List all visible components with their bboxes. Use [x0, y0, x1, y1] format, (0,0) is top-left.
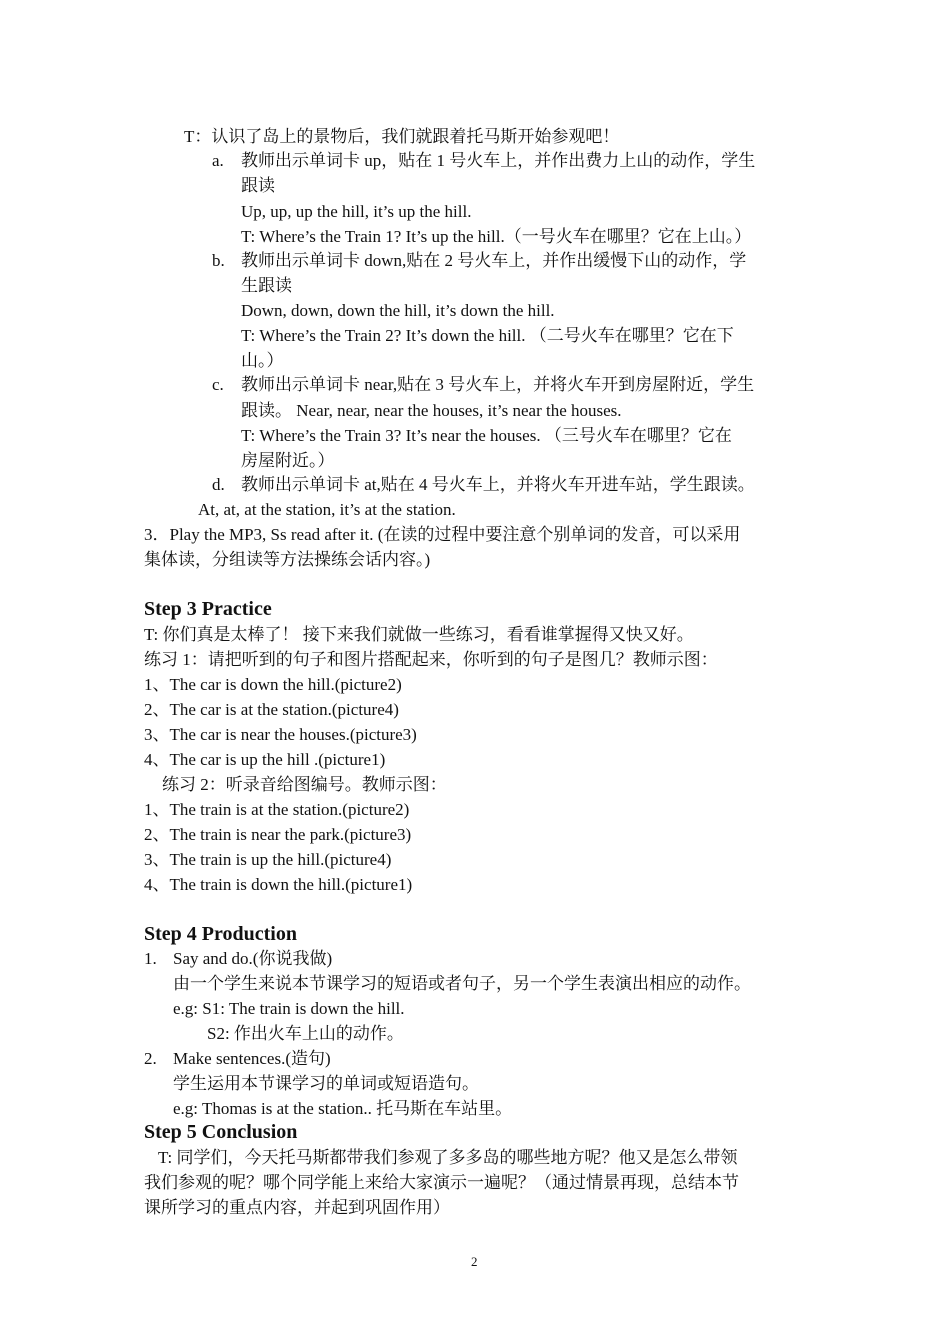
exercise2-title: 练习 2：听录音给图编号。教师示图： [162, 775, 447, 794]
step5-line: 课所学习的重点内容，并起到巩固作用） [144, 1198, 450, 1217]
step4-item1-example: e.g: S1: The train is down the hill. [173, 999, 405, 1018]
exercise1-item: 1、The car is down the hill.(picture2) [144, 675, 402, 694]
step5-line: T: 同学们，今天托马斯都带我们参观了多多岛的哪些地方呢？他又是怎么带领 [158, 1148, 738, 1167]
step3-intro: T: 你们真是太棒了！ 接下来我们就做一些练习，看看谁掌握得又快又好。 [144, 625, 694, 644]
exercise1-item: 2、The car is at the station.(picture4) [144, 700, 399, 719]
item-d-label: d. [212, 475, 225, 494]
item-b-line: 生跟读 [241, 276, 292, 295]
item-b-line: 山。） [241, 351, 284, 370]
item-b-label: b. [212, 251, 225, 270]
item-a-line: T: Where’s the Train 1? It’s up the hill.（一号火车在哪里？它在上山。） [241, 227, 752, 246]
item-c-line: 跟读。 Near, near, near the houses, it’s near the houses. [241, 401, 622, 420]
step4-item1-desc: 由一个学生来说本节课学习的短语或者句子，另一个学生表演出相应的动作。 [173, 974, 751, 993]
exercise2-item: 4、The train is down the hill.(picture1) [144, 875, 413, 894]
item-b-line: T: Where’s the Train 2? It’s down the hill. （二号火车在哪里？它在下 [241, 326, 734, 345]
step4-item1-example: S2: 作出火车上山的动作。 [207, 1024, 404, 1043]
step5-line: 我们参观的呢？哪个同学能上来给大家演示一遍呢？（通过情景再现，总结本节 [144, 1173, 739, 1192]
page-number: 2 [471, 1254, 478, 1269]
step4-item2-desc: 学生运用本节课学习的单词或短语造句。 [173, 1074, 479, 1093]
exercise2-item: 1、The train is at the station.(picture2) [144, 800, 410, 819]
step2-item3-line: 3．Play the MP3, Ss read after it. (在读的过程中要注意个别单词的发音，可以采用 [144, 525, 741, 544]
intro-line: T：认识了岛上的景物后，我们就跟着托马斯开始参观吧！ [184, 127, 620, 146]
step4-item2-title: Make sentences.(造句) [173, 1049, 331, 1068]
item-a-label: a. [212, 151, 224, 170]
item-c-label: c. [212, 375, 224, 394]
item-b-line: Down, down, down the hill, it’s down the hill. [241, 301, 555, 320]
step4-heading: Step 4 Production [144, 923, 297, 945]
step4-item1-number: 1. [144, 949, 157, 968]
item-a-line: Up, up, up the hill, it’s up the hill. [241, 202, 472, 221]
item-a-line: 跟读 [241, 176, 275, 195]
step3-heading: Step 3 Practice [144, 598, 272, 620]
item-c-line: 教师出示单词卡 near,贴在 3 号火车上，并将火车开到房屋附近，学生 [241, 375, 755, 394]
step5-heading: Step 5 Conclusion [144, 1121, 298, 1143]
item-b-line: 教师出示单词卡 down,贴在 2 号火车上，并作出缓慢下山的动作，学 [241, 251, 747, 270]
exercise1-item: 4、The car is up the hill .(picture1) [144, 750, 386, 769]
exercise2-item: 3、The train is up the hill.(picture4) [144, 850, 392, 869]
step4-item2-example: e.g: Thomas is at the station.. 托马斯在车站里。 [173, 1099, 513, 1118]
step2-item3-line: 集体读，分组读等方法操练会话内容。) [144, 550, 431, 569]
step4-item2-number: 2. [144, 1049, 157, 1068]
item-d-line: 教师出示单词卡 at,贴在 4 号火车上，并将火车开进车站，学生跟读。 [241, 475, 755, 494]
item-c-line: T: Where’s the Train 3? It’s near the houses. （三号火车在哪里？它在 [241, 426, 732, 445]
chant-at-line: At, at, at the station, it’s at the station. [198, 500, 456, 519]
step4-item1-title: Say and do.(你说我做) [173, 949, 333, 968]
item-c-line: 房屋附近。） [241, 451, 335, 470]
exercise1-title: 练习 1：请把听到的句子和图片搭配起来，你听到的句子是图几？教师示图： [144, 650, 718, 669]
exercise1-item: 3、The car is near the houses.(picture3) [144, 725, 417, 744]
exercise2-item: 2、The train is near the park.(picture3) [144, 825, 412, 844]
item-a-line: 教师出示单词卡 up，贴在 1 号火车上，并作出费力上山的动作，学生 [241, 151, 756, 170]
